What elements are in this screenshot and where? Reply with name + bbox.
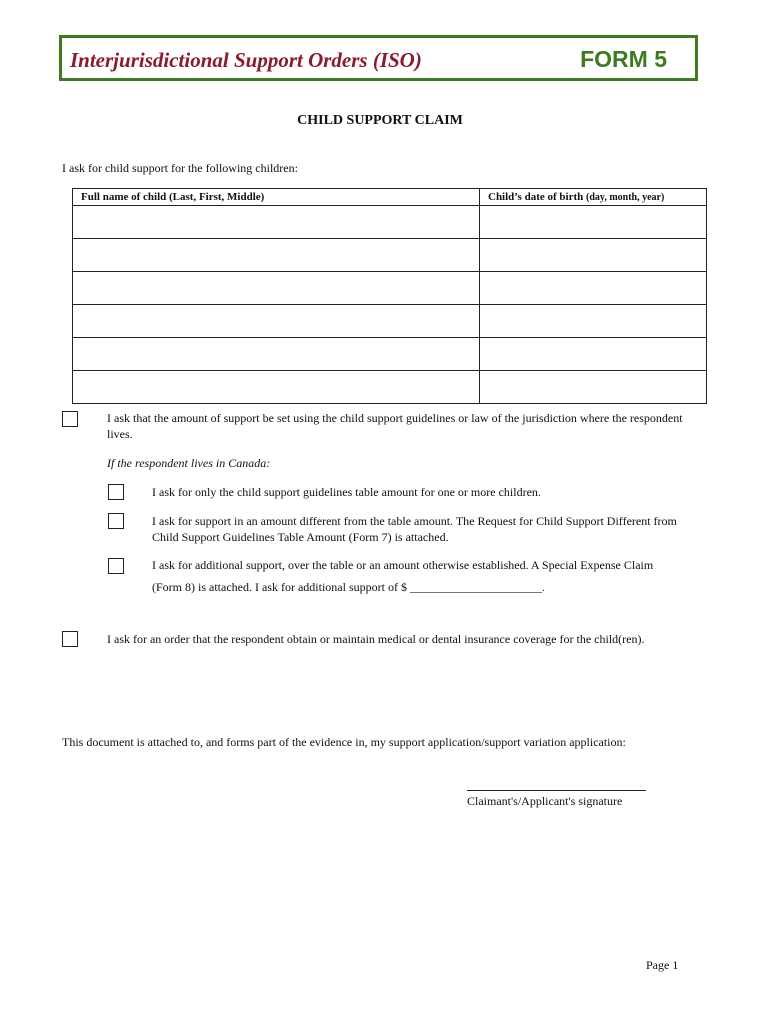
col-dob-header bbox=[480, 189, 707, 206]
page-number: Page 1 bbox=[646, 958, 679, 972]
col-dob-header-main: Child’s date of birth bbox=[488, 191, 584, 203]
child-dob-cell[interactable] bbox=[480, 305, 707, 338]
child-name-cell[interactable] bbox=[73, 371, 480, 404]
additional-support-text-line2: (Form 8) is attached. I ask for additional support of $ ______________________. bbox=[152, 580, 545, 594]
table-row bbox=[73, 338, 707, 371]
table-row bbox=[73, 206, 707, 239]
canada-heading: If the respondent lives in Canada: bbox=[107, 456, 271, 470]
table-amount-text: I ask for only the child support guidelines table amount for one or more children. bbox=[152, 485, 541, 499]
child-name-cell[interactable] bbox=[73, 305, 480, 338]
table-row bbox=[73, 272, 707, 305]
child-dob-cell[interactable] bbox=[480, 239, 707, 272]
different-amount-text: I ask for support in an amount different from the table amount. The Request for Child Support Different from Child Support Guidelines Table Amount (Form 7) is attached. bbox=[152, 514, 677, 544]
child-dob-cell[interactable] bbox=[480, 206, 707, 239]
child-dob-cell[interactable] bbox=[480, 371, 707, 404]
child-name-cell[interactable] bbox=[73, 338, 480, 371]
child-name-cell[interactable] bbox=[73, 239, 480, 272]
child-name-cell[interactable] bbox=[73, 206, 480, 239]
guidelines-text: I ask that the amount of support be set using the child support guidelines or law of the jurisdiction where the respondent lives. bbox=[107, 411, 683, 441]
signature-line[interactable] bbox=[467, 790, 646, 791]
insurance-text: I ask for an order that the respondent obtain or maintain medical or dental insurance coverage for the child(ren). bbox=[107, 632, 645, 646]
intro-text: I ask for child support for the following children: bbox=[62, 161, 298, 175]
additional-support-checkbox[interactable] bbox=[108, 558, 124, 574]
insurance-checkbox[interactable] bbox=[62, 631, 78, 647]
table-row bbox=[73, 371, 707, 404]
child-name-cell[interactable] bbox=[73, 272, 480, 305]
header-title: Interjurisdictional Support Orders (ISO) bbox=[70, 48, 422, 72]
attachment-statement: This document is attached to, and forms part of the evidence in, my support application/support variation application: bbox=[62, 735, 626, 749]
signature-label: Claimant's/Applicant's signature bbox=[467, 794, 623, 808]
col-name-header: Full name of child (Last, First, Middle) bbox=[73, 189, 480, 206]
children-table bbox=[72, 188, 707, 404]
guidelines-checkbox[interactable] bbox=[62, 411, 78, 427]
form-header bbox=[59, 35, 698, 81]
col-dob-header-sub: (day, month, year) bbox=[586, 192, 665, 203]
table-row bbox=[73, 305, 707, 338]
table-row bbox=[73, 239, 707, 272]
table-amount-checkbox[interactable] bbox=[108, 484, 124, 500]
child-dob-cell[interactable] bbox=[480, 338, 707, 371]
child-dob-cell[interactable] bbox=[480, 272, 707, 305]
form-number: FORM 5 bbox=[580, 46, 667, 72]
different-amount-checkbox[interactable] bbox=[108, 513, 124, 529]
additional-support-text-line1: I ask for additional support, over the table or an amount otherwise established. A Special Expense Claim bbox=[152, 558, 654, 572]
document-title: CHILD SUPPORT CLAIM bbox=[297, 113, 463, 128]
